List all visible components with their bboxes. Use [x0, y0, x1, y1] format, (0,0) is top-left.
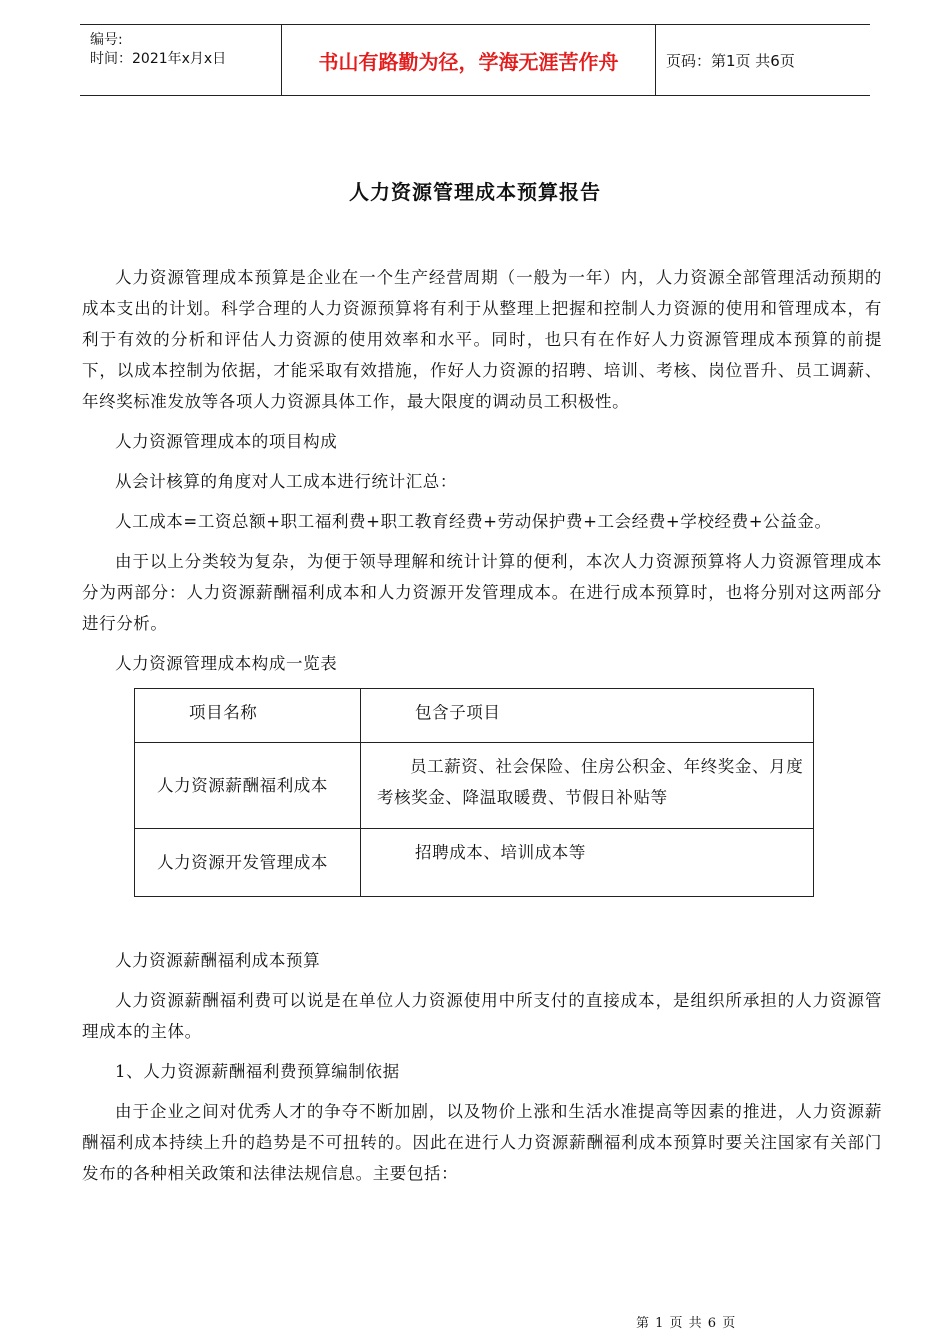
paragraph: 从会计核算的角度对人工成本进行统计汇总： — [115, 472, 457, 491]
document-body — [82, 262, 882, 1198]
table-header-row — [135, 689, 814, 743]
table-row — [135, 743, 814, 829]
table-caption: 人力资源管理成本构成一览表 — [115, 654, 338, 673]
table-cell-subitems: 员工薪资、社会保险、住房公积金、年终奖金、月度考核奖金、降温取暖费、节假日补贴等 — [361, 743, 814, 829]
header-page-info: 页码：第1页 共6页 — [666, 51, 795, 70]
document-title: 人力资源管理成本预算报告 — [349, 180, 601, 204]
page-header — [80, 24, 870, 96]
paragraph: 由于以上分类较为复杂，为便于领导理解和统计计算的便利，本次人力资源预算将人力资源管理成本分为两部分：人力资源薪酬福利成本和人力资源开发管理成本。在进行成本预算时，也将分别对这两部分进行分析。 — [82, 552, 882, 633]
table-cell-item: 人力资源薪酬福利成本 — [135, 743, 361, 829]
paragraph: 人力资源管理成本预算是企业在一个生产经营周期（一般为一年）内，人力资源全部管理活动预期的成本支出的计划。科学合理的人力资源预算将有利于从整理上把握和控制人力资源的使用和管理成本，有利于有效的分析和评估人力资源的使用效率和水平。同时，也只有在作好人力资源管理成本预算的前提下，以成本控制为依据，才能采取有效措施，作好人力资源的招聘、培训、考核、岗位晋升、员工调薪、年终奖标准发放等各项人力资源具体工作，最大限度的调动员工积极性。 — [82, 268, 882, 411]
after-table-section — [82, 945, 882, 1189]
table-header-cell: 项目名称 — [135, 689, 361, 743]
header-meta — [80, 25, 282, 95]
section-heading: 人力资源薪酬福利成本预算 — [115, 951, 321, 970]
table-header-cell: 包含子项目 — [361, 689, 814, 743]
paragraph: 由于企业之间对优秀人才的争夺不断加剧，以及物价上涨和生活水准提高等因素的推进，人力资源薪酬福利成本持续上升的趋势是不可扭转的。因此在进行人力资源薪酬福利成本预算时要关注国家有关部门发布的各种相关政策和法律法规信息。主要包括： — [82, 1102, 882, 1183]
table-cell-item: 人力资源开发管理成本 — [135, 829, 361, 897]
table-row — [135, 829, 814, 897]
paragraph: 人力资源薪酬福利费可以说是在单位人力资源使用中所支付的直接成本，是组织所承担的人力资源管理成本的主体。 — [82, 991, 882, 1041]
formula-paragraph: 人工成本=工资总额+职工福利费+职工教育经费+劳动保护费+工会经费+学校经费+公益金。 — [115, 512, 832, 531]
table-cell-subitems: 招聘成本、培训成本等 — [361, 829, 814, 897]
document-number-label: 编号: — [90, 32, 123, 48]
cost-structure-table — [134, 688, 814, 897]
section-heading: 人力资源管理成本的项目构成 — [115, 432, 338, 451]
page-footer: 第 1 页 共 6 页 — [636, 1316, 737, 1331]
header-motto: 书山有路勤为径，学海无涯苦作舟 — [282, 25, 656, 95]
section-heading: 1、人力资源薪酬福利费预算编制依据 — [115, 1062, 400, 1081]
document-time-label: 时间：2021年x月x日 — [90, 51, 227, 67]
